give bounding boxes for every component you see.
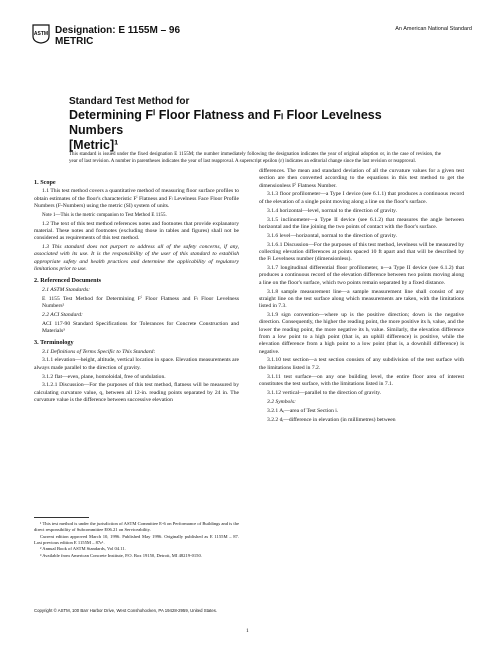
footnotes [34,521,239,559]
paragraph: 3.2.1 Aᵢ—area of Test Section i. [267,407,339,414]
svg-text:ASTM: ASTM [33,31,49,37]
paragraph: 3.2 Symbols: [267,398,296,405]
reference-item: ACI 117-90 Standard Specifications for Tolerances for Concrete Construction and Materials³ [42,320,239,334]
reference-item: E 1155 Test Method for Determining Fⁱ Floor Flatness and Fₗ Floor Levelness Numbers² [42,295,239,309]
footnote: ¹ This test method is under the jurisdiction of ASTM Committee E-6 on Performance of Buildings and is the direct responsibility of Subcommittee E06.21 on Serviceability. [34,521,239,532]
footnote: Current edition approved March 10, 1996. Published May 1996. Originally published as E 1155M – 87. Last previous edition E 1155M – 87ε¹. [34,533,239,545]
title-line-3: [Metric]¹ [69,138,119,152]
left-column [34,175,239,475]
paragraph: 2.2 ACI Standard: [42,311,83,318]
designation-metric: METRIC [55,36,94,47]
paragraph: 3.1.5 inclinometer—a Type II device (see 6.1.2) that measures the angle between horizontal and the line joining the two points of contact with the floor's surface. [259,216,464,230]
document-title [69,96,429,153]
paragraph: 3.1.2.1 Discussion—For the purposes of this test method, flatness will be measured by calculating curvature value, q, between all 12-in. reading points separated by 24 in. The curvature value is the difference between successive elevation [34,382,239,404]
footnote: ² Annual Book of ASTM Standards, Vol 04.11. [40,546,126,552]
section-heading: 3. Terminology [34,339,74,347]
paragraph: 1.3 This standard does not purport to address all of the safety concerns, if any, associated with its use. It is the responsibility of the user of this standard to establish appropriate safety and health practices and determine the applicability of regulatory limitations prior to use. [34,244,239,273]
designation [55,25,180,47]
paragraph: 3.1.3 floor profilometer—a Type I device (see 6.1.1) that produces a continuous record of the elevation of a single point moving along a line on the floor's surface. [259,191,464,205]
section-heading: 2. Referenced Documents [34,277,102,285]
astm-logo-icon [32,24,50,44]
paragraph: 2.1 ASTM Standards: [42,286,91,293]
paragraph: differences. The mean and standard deviation of all the curvature values for a given test section are then converted according to the equations in this test method to get the dimensionless Fⁱ Flatness Number. [259,168,464,189]
paragraph: 3.1.9 sign convention—where up is the positive direction; down is the negative direction. Consequently, the higher the reading point, the more positive its hᵢ value, and the lower the reading point, the more negative its hᵢ value. Similarly, the elevation difference from a low point to a high point (that is, an uphill difference) is positive, while the elevation difference from a high point to a low point (that is, a downhill difference) is negative. [259,312,464,355]
right-column [259,168,464,598]
designation-number: Designation: E 1155M – 96 [55,25,181,36]
paragraph: 3.1.7 longitudinal differential floor profilometer, n—a Type II device (see 6.1.2) that produces a continuous record of the elevation difference between two points moving along a line on the floor's surface, which two points remain separated by a fixed distance. [259,265,464,286]
paragraph: 3.1.1 elevation—height, altitude, vertical location in space. Elevation measurements are always made parallel to the direction of gravity. [34,357,239,371]
paragraph: 3.1.6.1 Discussion—For the purposes of this test method, levelness will be measured by collecting elevation differences at points spaced 10 ft apart and that will be described by the Fₗ Levelness number (dimensionless). [259,241,464,263]
paragraph: 1.2 The text of this test method references notes and footnotes that provide explanatory material. These notes and footnotes (excluding those in tables and figures) shall not be considered as requirements of this test method. [34,220,239,242]
note: Note 1—This is the metric companion to Test Method E 1155. [42,212,167,218]
section-heading: 1. Scope [34,179,56,186]
document-header [32,24,472,54]
page-number: 1 [246,628,249,634]
title-line-1: Standard Test Method for [69,96,190,107]
paragraph: 3.1.12 vertical—parallel to the direction of gravity. [267,389,382,396]
copyright-line: Copyright © ASTM, 100 Barr Harbor Drive, West Conshohocken, PA 19428-2959, United States. [34,608,218,613]
paragraph: 3.1.6 level—horizontal, normal to the direction of gravity. [267,232,397,239]
issued-note: This standard is issued under the fixed designation E 1155M; the number immediately following the designation indicates the year of original adoption or, in the case of revision, the year of last revision. A number in parentheses indicates the year of last reapproval. A superscript epsilon (ε) indicates an editorial change since the last revision or reapproval. [69,152,441,164]
paragraph: 3.2.2 dᵢ—difference in elevation (in millimetres) between [267,416,396,423]
national-standard-label: An American National Standard [395,26,472,32]
paragraph: 3.1.8 sample measurement line—a sample measurement line shall consist of any straight line on the test surface along which measurements are taken, with the limitations listed in 7.3. [259,288,464,310]
paragraph: 3.1.2 flat—even, plane, homoloidal, free of undulation. [42,373,166,380]
footnote: ³ Available from American Concrete Institute, P.O. Box 19150, Detroit, MI 48219-0150. [40,552,202,558]
title-line-2: Determining Fⁱ Floor Flatness and Fₗ Floor Levelness Numbers [69,108,382,137]
paragraph: 3.1.11 test surface—on any one building level, the entire floor area of interest constitutes the test surface, with the limitations listed in 7.1. [259,373,464,387]
paragraph: 3.1.10 test section—a test section consists of any subdivision of the test surface with the limitations listed in 7.2. [259,357,464,371]
paragraph: 3.1.4 horizontal—level, normal to the direction of gravity. [267,207,397,214]
footnote-divider [34,517,89,518]
paragraph: 3.1 Definitions of Terms Specific to This Standard: [42,348,156,355]
paragraph: 1.1 This test method covers a quantitative method of measuring floor surface profiles to obtain estimates of the floor's characteristic Fⁱ Flatness and Fₗ Levelness Face Floor Profile Numbers (F-Numbers) using the metric (SI) system of units. [34,188,239,209]
